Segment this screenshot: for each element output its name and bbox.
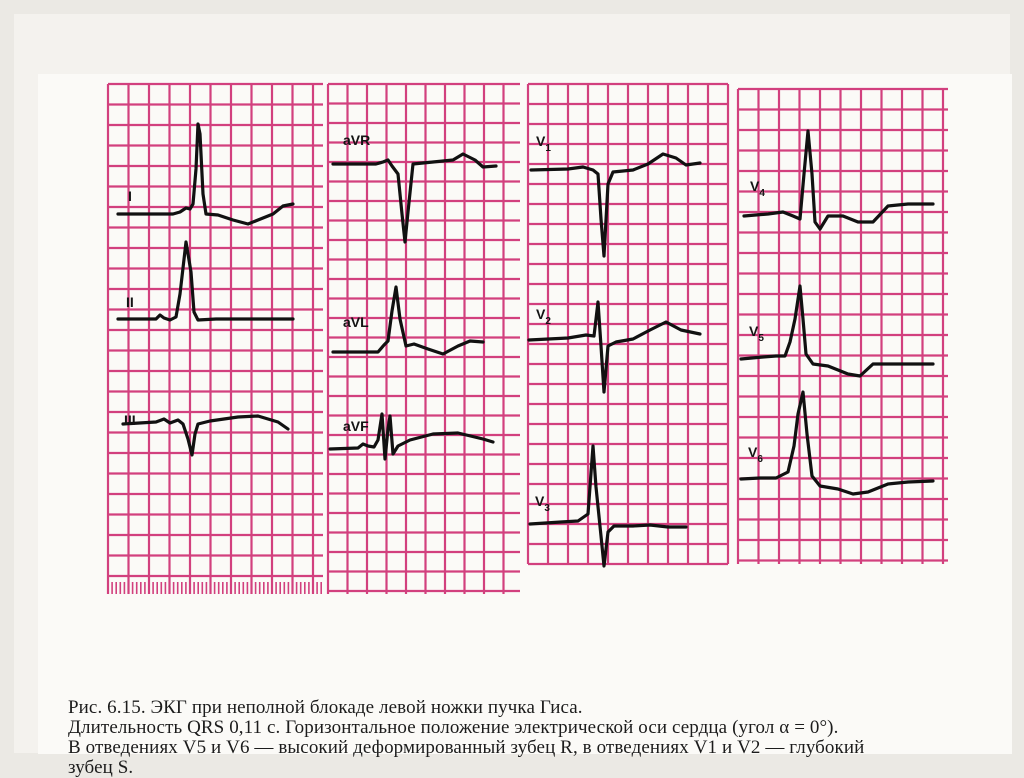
slide <box>14 14 1010 778</box>
lead-label-v1: $V_1$ <box>536 133 551 154</box>
lead-label-iii: III <box>124 412 136 428</box>
lead-I-trace <box>118 124 293 224</box>
lead-label-avr: aVR <box>343 132 371 148</box>
caption-line-1: Рис. 6.15. ЭКГ при неполной блокаде левой ножки пучка Гиса. <box>68 697 583 718</box>
lead-II-trace <box>118 242 293 320</box>
ecg-grid-panel-3 <box>528 84 728 564</box>
figure-caption <box>68 698 1024 778</box>
lead-aVR-trace <box>333 154 496 242</box>
lead-V5-trace <box>741 286 933 376</box>
calibration-tick-strip <box>108 582 321 594</box>
ecg-grid-panel-1 <box>108 84 323 594</box>
lead-label-v5: $V_5$ <box>749 323 764 344</box>
lead-label-v4: $V_4$ <box>750 178 765 199</box>
lead-label-i: I <box>128 188 132 204</box>
lead-label-v3: $V_3$ <box>535 493 550 514</box>
ecg-grid-panel-2 <box>328 84 520 594</box>
caption-line-2: Длительность QRS 0,11 с. Горизонтальное положение электрической оси сердца (угол α = 0°). <box>68 717 839 738</box>
caption-line-4: зубец S. <box>68 757 134 778</box>
lead-label-avf: aVF <box>343 418 369 434</box>
lead-V4-trace <box>744 131 933 229</box>
lead-label-v2: $V_2$ <box>536 306 551 327</box>
ecg-grid-panel-4 <box>738 89 948 564</box>
lead-label-avl: aVL <box>343 314 369 330</box>
caption-line-3: В отведениях V5 и V6 — высокий деформированный зубец R, в отведениях V1 и V2 — глубокий <box>68 737 865 758</box>
ecg-figure <box>38 74 1012 634</box>
lead-label-v6: $V_6$ <box>748 444 763 465</box>
lead-V2-trace <box>529 302 700 392</box>
book-page <box>38 74 1012 778</box>
lead-III-trace <box>123 416 288 455</box>
lead-label-ii: II <box>126 294 134 310</box>
